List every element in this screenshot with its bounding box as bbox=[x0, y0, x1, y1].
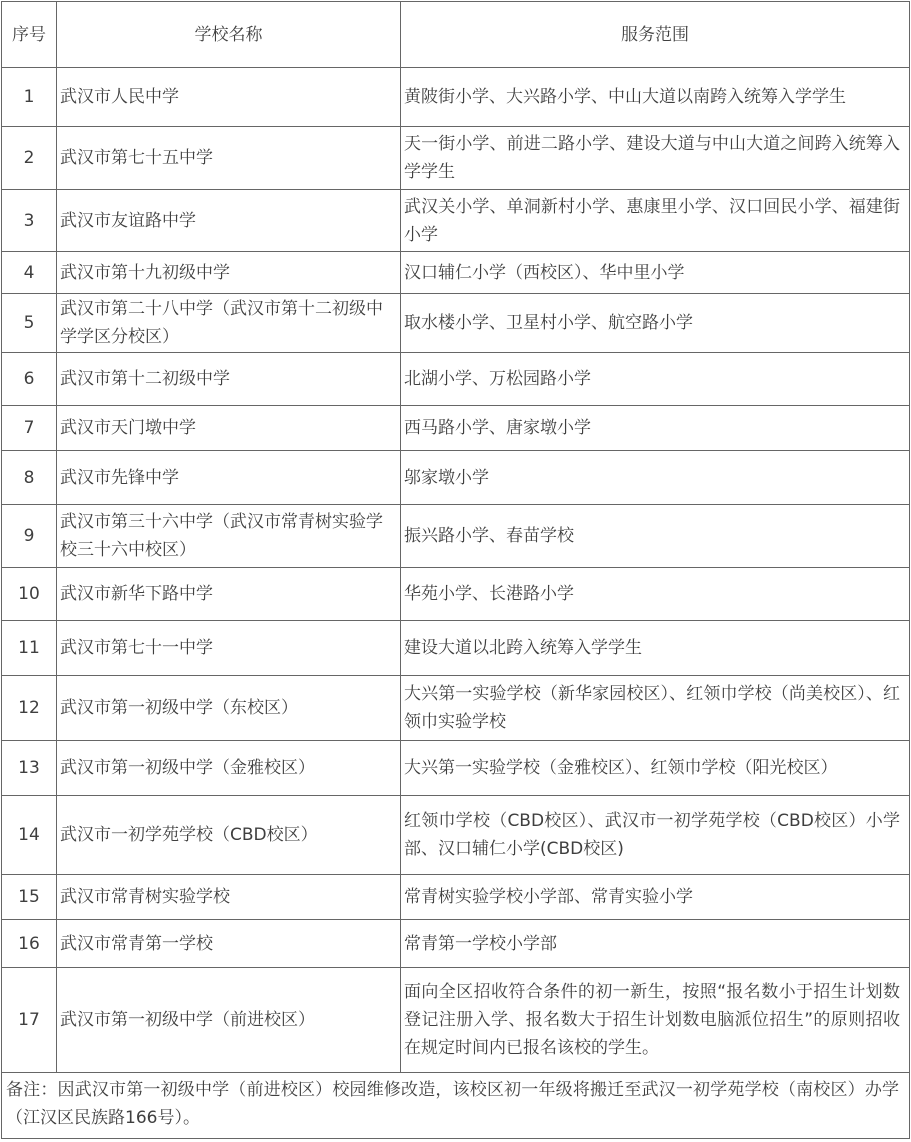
row-number-cell: 9 bbox=[2, 505, 57, 568]
service-scope-cell: 大兴第一实验学校（新华家园校区）、红领巾学校（尚美校区）、红领巾实验学校 bbox=[401, 676, 910, 741]
school-name-cell: 武汉市第七十五中学 bbox=[57, 127, 401, 190]
school-name-cell: 武汉市常青第一学校 bbox=[57, 920, 401, 968]
school-name-cell: 武汉市第七十一中学 bbox=[57, 621, 401, 676]
school-name-cell: 武汉市第十九初级中学 bbox=[57, 252, 401, 294]
table-note: 备注：因武汉市第一初级中学（前进校区）校园维修改造，该校区初一年级将搬迁至武汉一初学苑学校（南校区）办学（江汉区民族路166号）。 bbox=[2, 1073, 910, 1139]
service-scope-cell: 常青第一学校小学部 bbox=[401, 920, 910, 968]
table-row bbox=[2, 621, 910, 676]
table-row bbox=[2, 68, 910, 127]
service-scope-cell: 面向全区招收符合条件的初一新生，按照“报名数小于招生计划数登记注册入学、报名数大于招生计划数电脑派位招生”的原则招收在规定时间内已报名该校的学生。 bbox=[401, 968, 910, 1073]
service-scope-cell: 黄陂街小学、大兴路小学、中山大道以南跨入统筹入学学生 bbox=[401, 68, 910, 127]
row-number-cell: 8 bbox=[2, 451, 57, 505]
row-number-cell: 13 bbox=[2, 741, 57, 796]
school-name-cell: 武汉市人民中学 bbox=[57, 68, 401, 127]
table-row bbox=[2, 406, 910, 451]
row-number-cell: 15 bbox=[2, 875, 57, 920]
service-scope-cell: 常青树实验学校小学部、常青实验小学 bbox=[401, 875, 910, 920]
note-row bbox=[2, 1073, 910, 1139]
service-scope-cell: 汉口辅仁小学（西校区）、华中里小学 bbox=[401, 252, 910, 294]
row-number-cell: 10 bbox=[2, 568, 57, 621]
table-row bbox=[2, 741, 910, 796]
school-name-cell: 武汉市常青树实验学校 bbox=[57, 875, 401, 920]
service-scope-cell: 振兴路小学、春苗学校 bbox=[401, 505, 910, 568]
school-name-cell: 武汉市天门墩中学 bbox=[57, 406, 401, 451]
service-scope-cell: 邬家墩小学 bbox=[401, 451, 910, 505]
row-number-cell: 11 bbox=[2, 621, 57, 676]
service-scope-cell: 华苑小学、长港路小学 bbox=[401, 568, 910, 621]
table-row bbox=[2, 353, 910, 406]
service-scope-cell: 西马路小学、唐家墩小学 bbox=[401, 406, 910, 451]
row-number-cell: 6 bbox=[2, 353, 57, 406]
header-scope: 服务范围 bbox=[401, 2, 910, 68]
service-scope-cell: 取水楼小学、卫星村小学、航空路小学 bbox=[401, 294, 910, 353]
row-number-cell: 5 bbox=[2, 294, 57, 353]
table-row bbox=[2, 568, 910, 621]
header-school: 学校名称 bbox=[57, 2, 401, 68]
school-name-cell: 武汉市第十二初级中学 bbox=[57, 353, 401, 406]
table-row bbox=[2, 505, 910, 568]
row-number-cell: 4 bbox=[2, 252, 57, 294]
table-row bbox=[2, 796, 910, 875]
school-name-cell: 武汉市第一初级中学（金雅校区） bbox=[57, 741, 401, 796]
header-row bbox=[2, 2, 910, 68]
row-number-cell: 2 bbox=[2, 127, 57, 190]
table-row bbox=[2, 968, 910, 1073]
service-scope-cell: 天一街小学、前进二路小学、建设大道与中山大道之间跨入统筹入学学生 bbox=[401, 127, 910, 190]
school-service-table bbox=[1, 1, 910, 1139]
table-row bbox=[2, 676, 910, 741]
school-name-cell: 武汉市新华下路中学 bbox=[57, 568, 401, 621]
table-row bbox=[2, 127, 910, 190]
table-row bbox=[2, 190, 910, 252]
school-name-cell: 武汉市一初学苑学校（CBD校区） bbox=[57, 796, 401, 875]
school-name-cell: 武汉市第一初级中学（前进校区） bbox=[57, 968, 401, 1073]
school-name-cell: 武汉市第三十六中学（武汉市常青树实验学校三十六中校区） bbox=[57, 505, 401, 568]
service-scope-cell: 建设大道以北跨入统筹入学学生 bbox=[401, 621, 910, 676]
service-scope-cell: 大兴第一实验学校（金雅校区）、红领巾学校（阳光校区） bbox=[401, 741, 910, 796]
service-scope-cell: 武汉关小学、单洞新村小学、惠康里小学、汉口回民小学、福建街小学 bbox=[401, 190, 910, 252]
table-row bbox=[2, 451, 910, 505]
table-row bbox=[2, 920, 910, 968]
table-row bbox=[2, 252, 910, 294]
row-number-cell: 16 bbox=[2, 920, 57, 968]
row-number-cell: 12 bbox=[2, 676, 57, 741]
table-row bbox=[2, 294, 910, 353]
row-number-cell: 3 bbox=[2, 190, 57, 252]
school-name-cell: 武汉市先锋中学 bbox=[57, 451, 401, 505]
table-row bbox=[2, 875, 910, 920]
row-number-cell: 17 bbox=[2, 968, 57, 1073]
row-number-cell: 1 bbox=[2, 68, 57, 127]
row-number-cell: 14 bbox=[2, 796, 57, 875]
service-scope-cell: 北湖小学、万松园路小学 bbox=[401, 353, 910, 406]
header-no: 序号 bbox=[2, 2, 57, 68]
row-number-cell: 7 bbox=[2, 406, 57, 451]
service-scope-cell: 红领巾学校（CBD校区）、武汉市一初学苑学校（CBD校区）小学部、汉口辅仁小学(CBD校区) bbox=[401, 796, 910, 875]
school-name-cell: 武汉市第二十八中学（武汉市第十二初级中学学区分校区） bbox=[57, 294, 401, 353]
school-name-cell: 武汉市友谊路中学 bbox=[57, 190, 401, 252]
school-name-cell: 武汉市第一初级中学（东校区） bbox=[57, 676, 401, 741]
